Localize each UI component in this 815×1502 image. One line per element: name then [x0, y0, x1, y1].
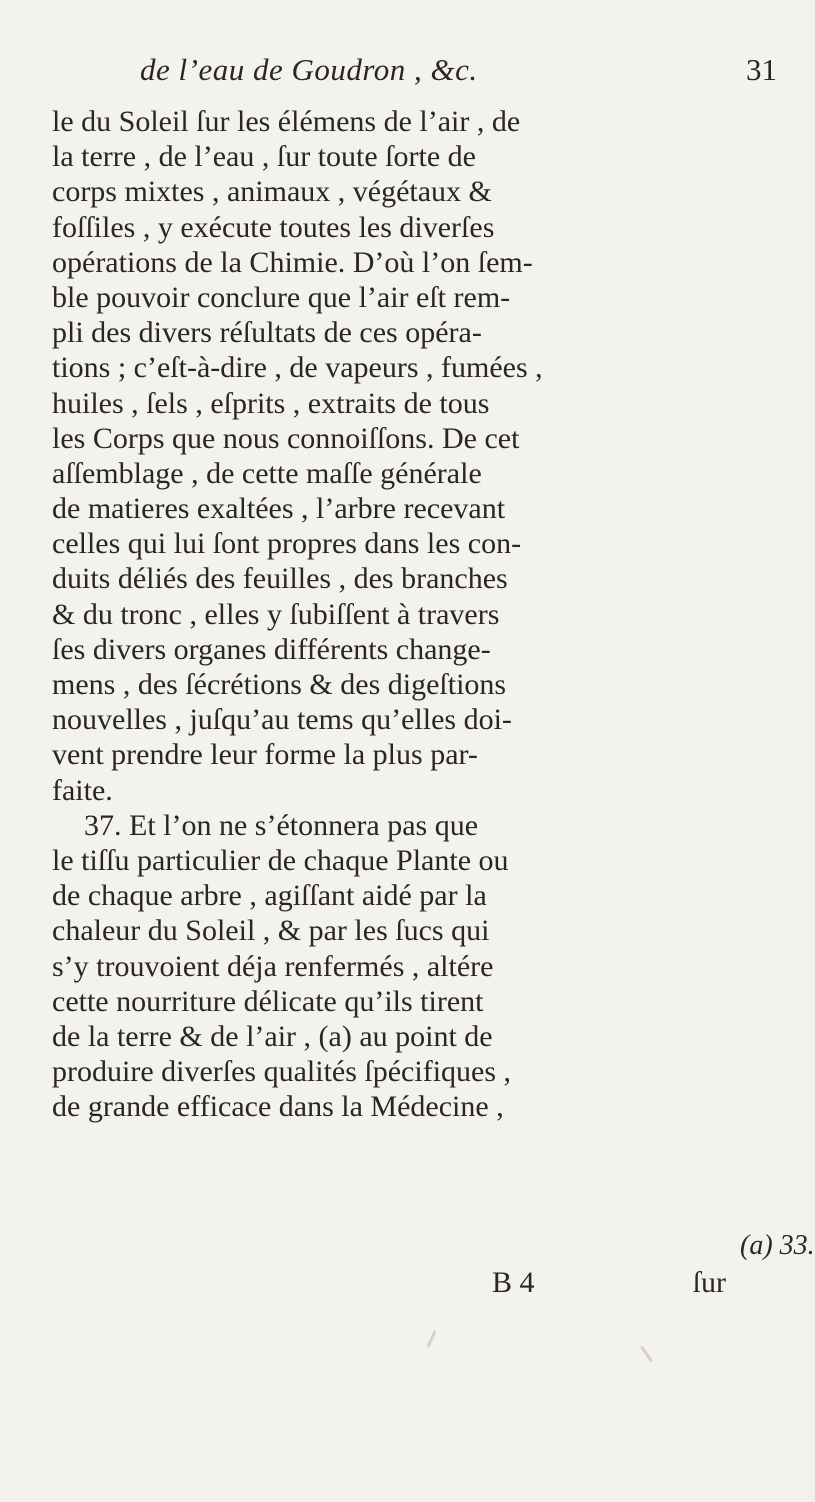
text-line: tions ; c’eſt-à-dire , de vapeurs , fumées ,	[52, 351, 543, 385]
text-line: s’y trouvoient déja renfermés , altére	[52, 949, 494, 983]
paper-speck	[426, 1330, 436, 1348]
text-line: les Corps que nous connoiſſons. De cet	[52, 421, 520, 455]
text-line: chaleur du Soleil , & par les ſucs qui	[52, 914, 490, 948]
text-line: aſſemblage , de cette maſſe générale	[52, 456, 482, 490]
paper-speck	[640, 1346, 653, 1362]
text-line: de chaque arbre , agiſſant aidé par la	[52, 879, 487, 913]
text-line: celles qui lui ſont propres dans les con-	[52, 527, 522, 561]
text-line: foſſiles , y exécute toutes les diverſes	[52, 210, 495, 244]
body-text	[52, 104, 726, 1124]
text-line: cette nourriture délicate qu’ils tirent	[52, 984, 484, 1018]
text-line: de matieres exaltées , l’arbre recevant	[52, 492, 506, 526]
text-line: huiles , ſels , eſprits , extraits de tous	[52, 386, 490, 420]
text-line: le du Soleil ſur les élémens de l’air , de	[52, 105, 521, 138]
text-line: & du tronc , elles y ſubiſſent à travers	[52, 597, 500, 631]
text-line: opérations de la Chimie. D’où l’on ſem-	[52, 245, 533, 279]
catchword: ſur	[692, 1266, 726, 1299]
text-line: produire diverſes qualités ſpécifiques ,	[52, 1055, 512, 1089]
text-line: pli des divers réſultats de ces opéra-	[52, 316, 482, 350]
text-line: nouvelles , juſqu’au tems qu’elles doi-	[52, 703, 512, 737]
page-number: 31	[746, 52, 777, 87]
text-line: ſes divers organes différents change-	[52, 632, 491, 666]
signature-mark: B 4	[492, 1266, 535, 1299]
text-line: duits déliés des feuilles , des branches	[52, 562, 508, 596]
text-line: de grande efficace dans la Médecine ,	[52, 1090, 504, 1124]
text-line: mens , des ſécrétions & des digeſtions	[52, 668, 507, 701]
text-line: de la terre & de l’air , (a) au point de	[52, 1019, 493, 1053]
text-line: faite.	[52, 773, 113, 807]
text-line: ble pouvoir conclure que l’air eſt rem-	[52, 280, 511, 314]
text-line: corps mixtes , animaux , végétaux &	[52, 175, 492, 209]
paragraph-start-line: 37. Et l’on ne s’étonnera pas que	[84, 808, 479, 842]
text-line: le tiſſu particulier de chaque Plante ou	[52, 843, 509, 877]
running-head: de l’eau de Goudron , &c.	[140, 52, 478, 87]
margin-note: (a) 33.	[740, 1230, 815, 1261]
page-header	[140, 52, 780, 96]
text-line: vent prendre leur forme la plus par-	[52, 738, 478, 772]
text-line: la terre , de l’eau , ſur toute ſorte de	[52, 140, 476, 174]
page-footer	[52, 1266, 726, 1302]
